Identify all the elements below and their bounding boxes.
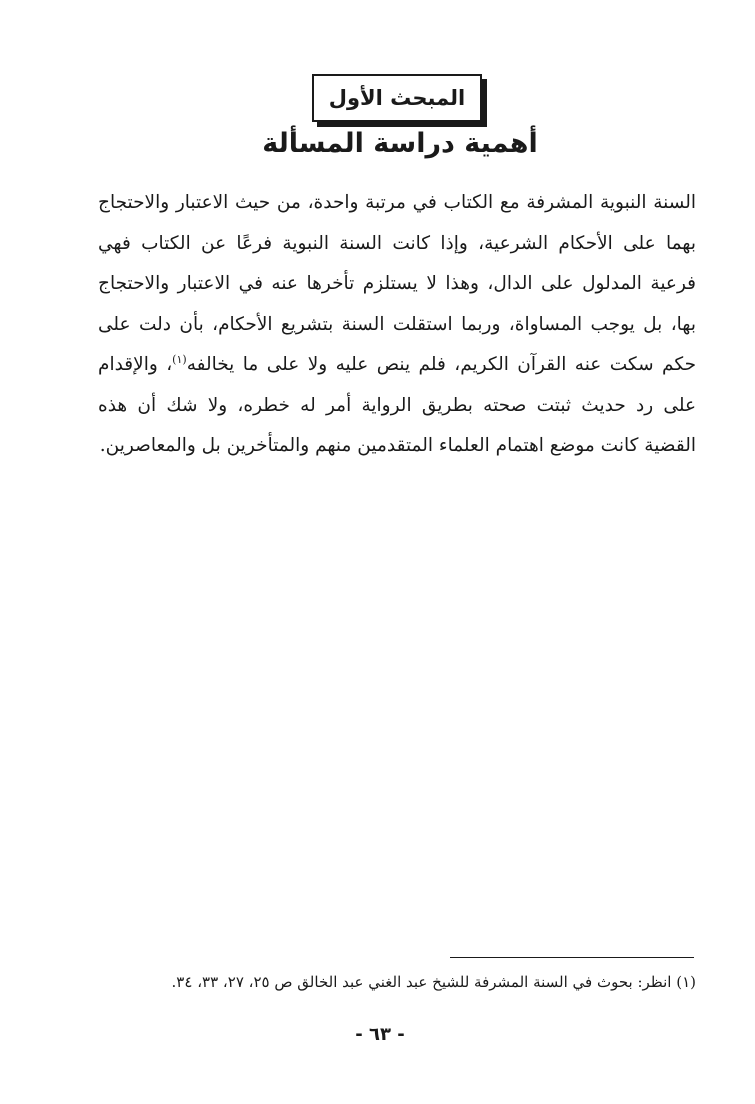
paragraph-text-part-2: ، والإقدام على رد حديث ثبتت صحته بطريق الرواية أمر له خطره، ولا شك أن هذه القضية كانت موضع اهتمام العلماء المتقدمين منهم والمتأخرين بل والمعاصرين. [98,354,696,456]
page-title: أهمية دراسة المسألة [262,128,538,159]
section-heading: المبحث الأول [328,86,466,110]
footnote: (١) انظر: بحوث في السنة المشرفة للشيخ عبد الغني عبد الخالق ص ٢٥، ٢٧، ٣٣، ٣٤. [171,973,696,991]
footnote-reference[interactable]: (١) [172,352,187,366]
section-heading-box [312,74,482,122]
page-number: - ٦٣ - [355,1024,405,1045]
footnote-divider [450,957,694,958]
paragraph-text-part-1: السنة النبوية المشرفة مع الكتاب في مرتبة واحدة، من حيث الاعتبار والاحتجاج بهما على الأحكام الشرعية، وإذا كانت السنة النبوية فرعًا عن الكتاب فهي فرعية المدلول على الدال، وهذا لا يستلزم تأخرها عنه في الاعتبار والاحتجاج بها، بل يوجب المساواة، وربما استقلت السنة بتشريع الأحكام، بأن دلت على حكم سكت عنه القرآن الكريم، فلم ينص عليه ولا على ما يخالفه [98,192,697,375]
body-paragraph [98,183,696,467]
